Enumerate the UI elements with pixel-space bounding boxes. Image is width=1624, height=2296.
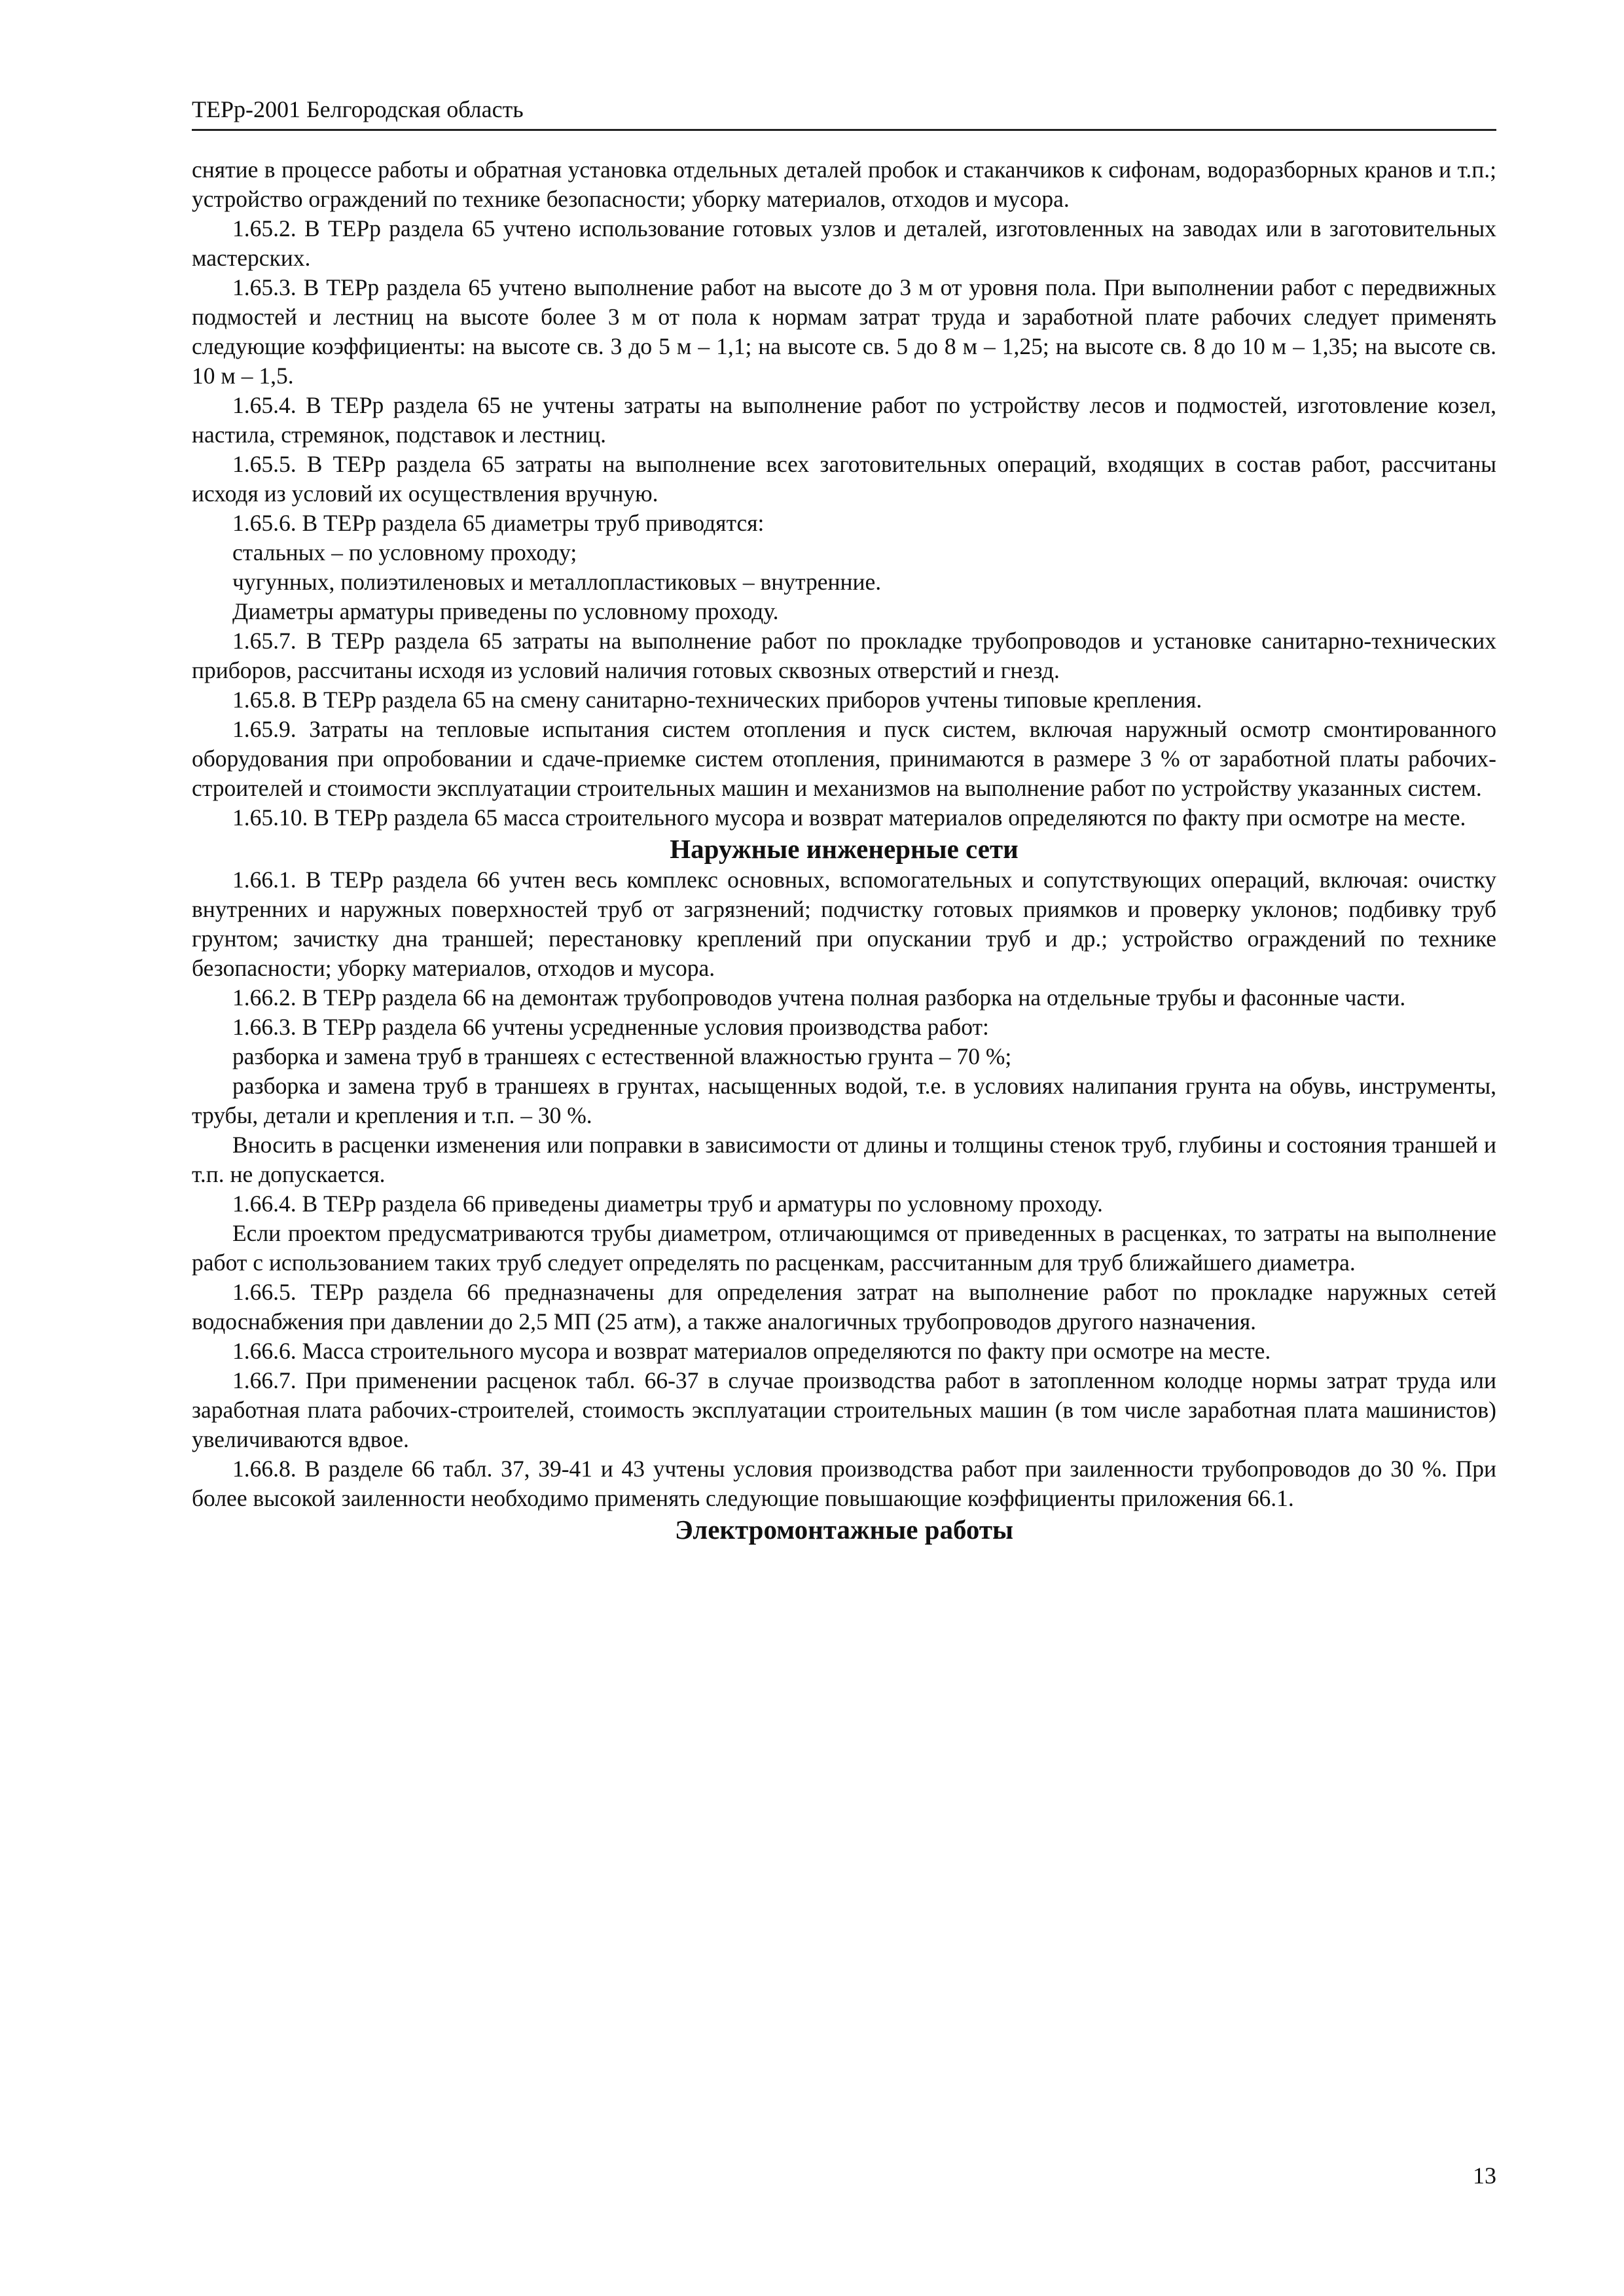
paragraph: 1.66.5. ТЕРр раздела 66 предназначены для определения затрат на выполнение работ по прокладке наружных сетей водоснабжения при давлении до 2,5 МП (25 атм), а также аналогичных трубопроводов другого назначения. (192, 1279, 1496, 1335)
section-66-text (192, 865, 1496, 1513)
paragraph: 1.65.4. В ТЕРр раздела 65 не учтены затраты на выполнение работ по устройству лесов и подмостей, изготовление козел, настила, стремянок, подставок и лестниц. (192, 392, 1496, 448)
paragraph: 1.65.3. В ТЕРр раздела 65 учтено выполнение работ на высоте до 3 м от уровня пола. При выполнении работ с передвижных подмостей и лестниц на высоте более 3 м от пола к нормам затрат труда и заработной плате рабочих следует применять следующие коэффициенты: на высоте св. 3 до 5 м – 1,1; на высоте св. 5 до 8 м – 1,25; на высоте св. 8 до 10 м – 1,35; на высоте св. 10 м – 1,5. (192, 274, 1496, 389)
paragraph: 1.65.9. Затраты на тепловые испытания систем отопления и пуск систем, включая наружный осмотр смонтированного оборудования при опробовании и сдаче-приемке систем отопления, принимаются в размере 3 % от заработной платы рабочих-строителей и стоимости эксплуатации строительных машин и механизмов на выполнение работ по устройству указанных систем. (192, 716, 1496, 801)
paragraph: 1.66.8. В разделе 66 табл. 37, 39-41 и 43 учтены условия производства работ при заиленности трубопроводов до 30 %. При более высокой заиленности необходимо применять следующие повышающие коэффициенты приложения 66.1. (192, 1456, 1496, 1511)
paragraph: 1.66.2. В ТЕРр раздела 66 на демонтаж трубопроводов учтена полная разборка на отдельные трубы и фасонные части. (232, 984, 1406, 1011)
paragraph: снятие в процессе работы и обратная установка отдельных деталей пробок и стаканчиков к сифонам, водоразборных кранов и т.п.; устройство ограждений по технике безопасности; уборку материалов, отходов и мусора. (192, 156, 1496, 212)
section-65-text (192, 155, 1496, 833)
paragraph: 1.66.7. При применении расценок табл. 66-37 в случае производства работ в затопленном колодце нормы затрат труда или заработная плата рабочих-строителей, стоимость эксплуатации строительных машин (в том числе заработная плата машинистов) увеличиваются вдвое. (192, 1367, 1496, 1452)
paragraph: Если проектом предусматриваются трубы диаметром, отличающимся от приведенных в расценках, то затраты на выполнение работ с использованием таких труб следует определять по расценкам, рассчитанным для труб ближайшего диаметра. (192, 1220, 1496, 1276)
paragraph: 1.65.2. В ТЕРр раздела 65 учтено использование готовых узлов и деталей, изготовленных на заводах или в заготовительных мастерских. (192, 215, 1496, 271)
paragraph: 1.65.6. В ТЕРр раздела 65 диаметры труб приводятся: (232, 510, 765, 536)
paragraph: 1.66.3. В ТЕРр раздела 66 учтены усредненные условия производства работ: (232, 1014, 989, 1040)
paragraph: 1.65.5. В ТЕРр раздела 65 затраты на выполнение всех заготовительных операций, входящих в состав работ, рассчитаны исходя из условий их осуществления вручную. (192, 451, 1496, 507)
paragraph: стальных – по условному проходу; (232, 539, 577, 565)
paragraph: 1.66.1. В ТЕРр раздела 66 учтен весь комплекс основных, вспомогательных и сопутствующих операций, включая: очистку внутренних и наружных поверхностей труб от загрязнений; подчистку готовых приямков и проверку уклонов; подбивку труб грунтом; зачистку дна траншей; перестановку креплений при опускании труб и др.; устройство ограждений по технике безопасности; уборку материалов, отходов и мусора. (192, 867, 1496, 981)
paragraph: 1.65.8. В ТЕРр раздела 65 на смену санитарно-технических приборов учтены типовые крепления. (232, 687, 1202, 713)
paragraph: 1.65.7. В ТЕРр раздела 65 затраты на выполнение работ по прокладке трубопроводов и установке санитарно-технических приборов, рассчитаны исходя из условий наличия готовых сквозных отверстий и гнезд. (192, 628, 1496, 683)
paragraph: 1.66.6. Масса строительного мусора и возврат материалов определяются по факту при осмотре на месте. (232, 1338, 1271, 1364)
paragraph: 1.66.4. В ТЕРр раздела 66 приведены диаметры труб и арматуры по условному проходу. (232, 1191, 1103, 1217)
heading-electrical-works: Электромонтажные работы (674, 1515, 1014, 1545)
paragraph: разборка и замена труб в траншеях с естественной влажностью грунта – 70 %; (232, 1043, 1012, 1069)
paragraph: разборка и замена труб в траншеях в грунтах, насыщенных водой, т.е. в условиях налипания грунта на обувь, инструменты, трубы, детали и крепления и т.п. – 30 %. (192, 1073, 1496, 1128)
paragraph: Вносить в расценки изменения или поправки в зависимости от длины и толщины стенок труб, глубины и состояния траншей и т.п. не допускается. (192, 1132, 1496, 1187)
page-number: 13 (1473, 2162, 1496, 2189)
paragraph: чугунных, полиэтиленовых и металлопластиковых – внутренние. (232, 569, 882, 595)
paragraph: Диаметры арматуры приведены по условному проходу. (232, 598, 779, 624)
paragraph: 1.65.10. В ТЕРр раздела 65 масса строительного мусора и возврат материалов определяются по факту при осмотре на месте. (232, 804, 1466, 831)
running-header: ТЕРр-2001 Белгородская область (192, 95, 1496, 131)
heading-external-networks: Наружные инженерные сети (670, 834, 1019, 864)
document-body (192, 155, 1496, 1546)
